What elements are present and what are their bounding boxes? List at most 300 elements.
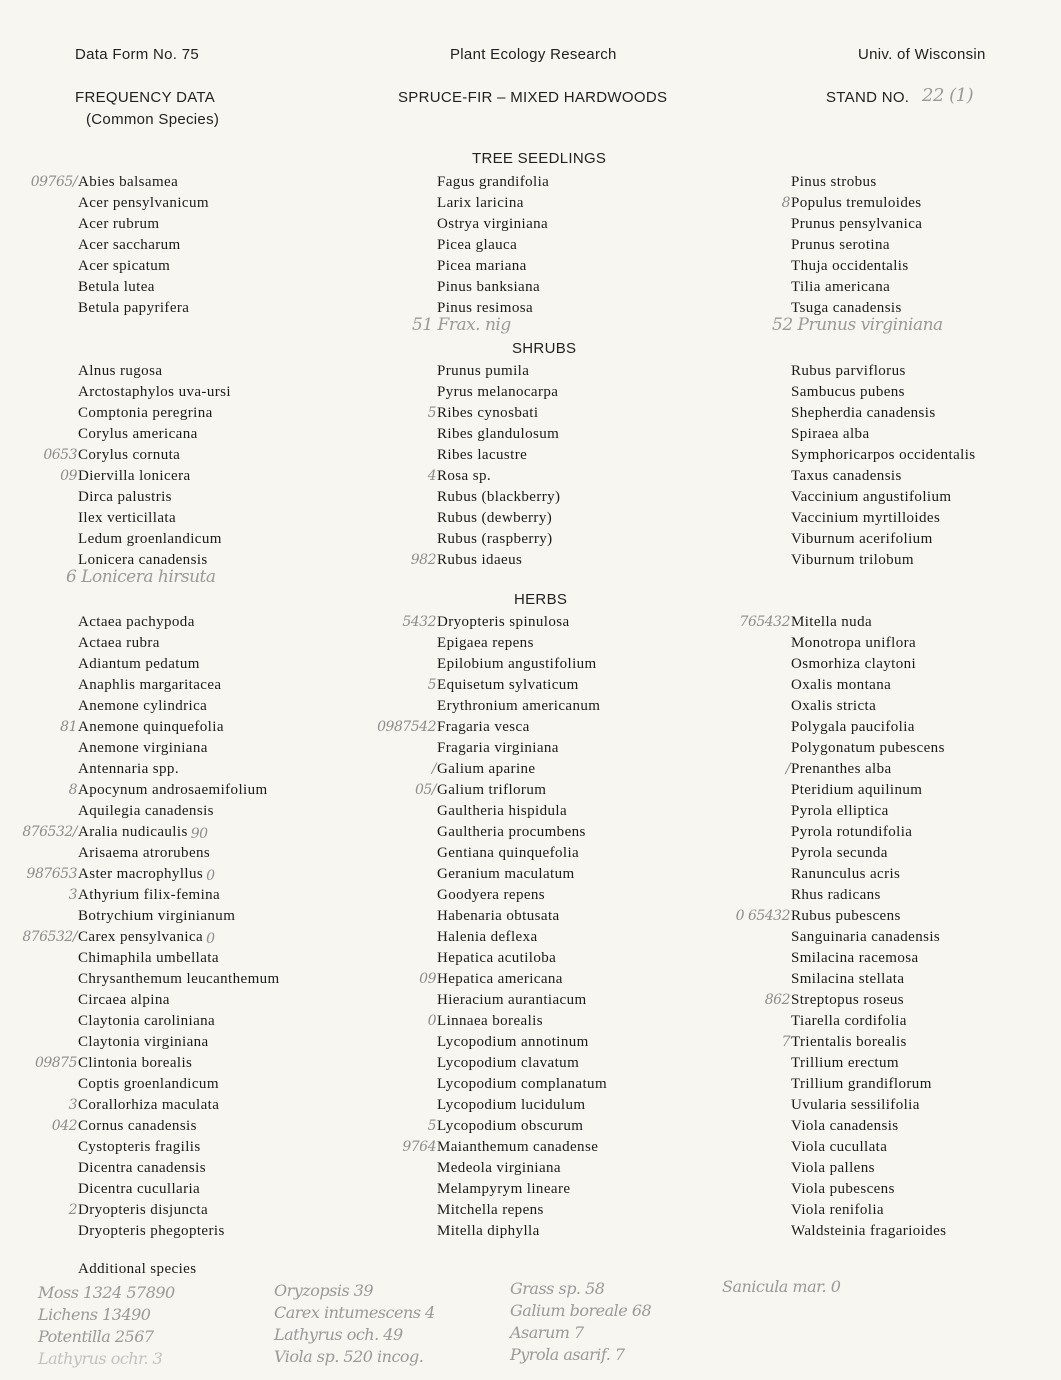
species-list-item <box>78 990 280 1011</box>
handwritten-frequency-mark: 5 <box>427 1118 436 1134</box>
species-list-item <box>437 382 560 403</box>
species-list-item <box>437 256 549 277</box>
species-list-item <box>78 508 231 529</box>
species-list-item <box>791 235 922 256</box>
species-name: Clintonia borealis <box>78 1055 193 1071</box>
species-list-item <box>78 969 280 990</box>
species-name: Mitella nuda <box>791 614 873 630</box>
species-name: Gentiana quinquefolia <box>437 845 580 861</box>
species-list-item <box>735 906 946 927</box>
handwritten-trailing-mark: 0 <box>206 868 215 884</box>
species-list-item <box>78 696 280 717</box>
species-list-item <box>78 1011 280 1032</box>
species-list-item <box>437 1221 607 1242</box>
handwritten-frequency-mark: 3 <box>68 887 77 903</box>
species-list-item <box>68 885 280 906</box>
species-list-item <box>764 990 946 1011</box>
species-name: Acer saccharum <box>78 237 181 253</box>
herbs-column-1 <box>22 612 280 1242</box>
species-list-item <box>26 864 280 885</box>
community-title: SPRUCE-FIR – MIXED HARDWOODS <box>398 89 668 106</box>
species-name: Tsuga canadensis <box>791 300 902 316</box>
species-name: Ribes lacustre <box>437 447 528 463</box>
species-list-item <box>60 466 231 487</box>
tree-seedlings-column-3 <box>781 172 923 319</box>
species-name: Equisetum sylvaticum <box>437 677 579 693</box>
species-list-item <box>427 1116 607 1137</box>
species-name: Erythronium americanum <box>437 698 601 714</box>
handwritten-additional-species: Lichens 13490 <box>38 1305 151 1324</box>
species-list-item <box>791 780 946 801</box>
species-list-item <box>791 256 922 277</box>
handwritten-frequency-mark: 2 <box>68 1202 77 1218</box>
species-name: Ribes cynosbati <box>437 405 539 421</box>
species-name: Goodyera repens <box>437 887 546 903</box>
species-name: Mitchella repens <box>437 1202 544 1218</box>
species-list-item <box>78 1137 280 1158</box>
species-list-item <box>34 1053 280 1074</box>
species-list-item <box>437 172 549 193</box>
species-name: Dryopteris disjuncta <box>78 1202 209 1218</box>
handwritten-frequency-mark: 05/ <box>414 782 436 798</box>
species-list-item <box>791 214 922 235</box>
species-name: Claytonia caroliniana <box>78 1013 216 1029</box>
species-list-item <box>437 906 607 927</box>
handwritten-frequency-mark: 0 65432 <box>735 908 790 924</box>
species-name: Ribes glandulosum <box>437 426 560 442</box>
species-list-item <box>791 1221 946 1242</box>
species-list-item <box>437 1053 607 1074</box>
additional-notes-column-1 <box>38 1282 175 1370</box>
species-name: Thuja occidentalis <box>791 258 909 274</box>
species-list-item <box>791 948 946 969</box>
species-list-item <box>437 864 607 885</box>
species-name: Smilacina stellata <box>791 971 905 987</box>
institution-title: Plant Ecology Research <box>450 46 617 63</box>
species-list-item <box>791 1137 946 1158</box>
species-list-item <box>78 193 209 214</box>
species-name: Galium triflorum <box>437 782 547 798</box>
species-list-item <box>791 864 946 885</box>
species-name: Polygala paucifolia <box>791 719 915 735</box>
species-name: Uvularia sessilifolia <box>791 1097 920 1113</box>
species-name: Spiraea alba <box>791 426 870 442</box>
species-list-item <box>791 1053 946 1074</box>
species-name: Habenaria obtusata <box>437 908 560 924</box>
species-name: Viburnum acerifolium <box>791 531 933 547</box>
species-name: Rosa sp. <box>437 468 492 484</box>
species-list-item <box>437 948 607 969</box>
species-list-item <box>791 969 946 990</box>
species-name: Viburnum trilobum <box>791 552 914 568</box>
handwritten-additional-species: Lathyrus ochr. 3 <box>38 1349 163 1368</box>
handwritten-tree-addition-3: 52 Prunus virginiana <box>772 315 943 335</box>
species-list-item <box>437 529 560 550</box>
species-list-item <box>791 1011 946 1032</box>
species-name: Viola pallens <box>791 1160 875 1176</box>
species-list-item <box>791 696 946 717</box>
species-list-item <box>78 1032 280 1053</box>
species-name: Rubus parviflorus <box>791 363 906 379</box>
species-name: Betula papyrifera <box>78 300 190 316</box>
species-list-item <box>791 1116 946 1137</box>
species-list-item <box>51 1116 280 1137</box>
species-name: Halenia deflexa <box>437 929 538 945</box>
species-list-item <box>791 1200 946 1221</box>
species-name: Epilobium angustifolium <box>437 656 597 672</box>
species-list-item <box>437 487 560 508</box>
species-list-item <box>414 780 607 801</box>
species-name: Ostrya virginiana <box>437 216 549 232</box>
species-name: Prenanthes alba <box>791 761 892 777</box>
species-list-item <box>791 277 922 298</box>
species-list-item <box>377 717 607 738</box>
handwritten-frequency-mark: 5432 <box>402 614 436 630</box>
species-list-item <box>78 1074 280 1095</box>
species-list-item <box>22 822 280 843</box>
species-list-item <box>427 1011 607 1032</box>
species-name: Rhus radicans <box>791 887 881 903</box>
handwritten-additional-species: Moss 1324 57890 <box>38 1283 175 1302</box>
species-name: Rubus idaeus <box>437 552 523 568</box>
species-list-item <box>437 633 607 654</box>
species-name: Antennaria spp. <box>78 761 179 777</box>
species-list-item <box>791 529 976 550</box>
herbs-column-3 <box>735 612 947 1242</box>
species-name: Aralia nudicaulis 90 <box>78 824 188 840</box>
species-list-item <box>791 822 946 843</box>
species-name: Prunus pumila <box>437 363 530 379</box>
handwritten-shrub-addition: 6 Lonicera hirsuta <box>66 567 216 587</box>
handwritten-frequency-mark: 4 <box>427 468 436 484</box>
species-name: Pinus strobus <box>791 174 877 190</box>
handwritten-additional-species: Sanicula mar. 0 <box>722 1277 841 1296</box>
species-list-item <box>78 529 231 550</box>
handwritten-frequency-mark: 987653 <box>26 866 77 882</box>
shrubs-column-3 <box>791 361 976 571</box>
species-name: Oxalis stricta <box>791 698 877 714</box>
species-name: Waldsteinia fragarioides <box>791 1223 947 1239</box>
species-name: Rubus pubescens <box>791 908 901 924</box>
handwritten-frequency-mark: 09875 <box>34 1055 77 1071</box>
species-list-item <box>78 382 231 403</box>
handwritten-frequency-mark: 765432 <box>739 614 790 630</box>
species-list-item <box>791 445 976 466</box>
species-list-item <box>427 466 560 487</box>
species-list-item <box>60 717 280 738</box>
handwritten-frequency-mark: 09765/ <box>30 174 77 190</box>
stand-number-value: 22 (1) <box>922 85 974 106</box>
species-name: Dicentra cucullaria <box>78 1181 201 1197</box>
species-name: Viola renifolia <box>791 1202 884 1218</box>
species-name: Prunus pensylvanica <box>791 216 923 232</box>
handwritten-frequency-mark: 876532/ <box>22 824 77 840</box>
species-list-item <box>78 361 231 382</box>
species-name: Corylus americana <box>78 426 198 442</box>
handwritten-additional-species: Lathyrus och. 49 <box>274 1325 403 1344</box>
species-name: Alnus rugosa <box>78 363 163 379</box>
species-name: Anemone virginiana <box>78 740 208 756</box>
species-name: Vaccinium angustifolium <box>791 489 952 505</box>
species-list-item <box>437 801 607 822</box>
species-name: Tilia americana <box>791 279 891 295</box>
handwritten-frequency-mark: 0653 <box>43 447 77 463</box>
species-name: Circaea alpina <box>78 992 170 1008</box>
species-list-item <box>437 654 607 675</box>
species-name: Abies balsamea <box>78 174 179 190</box>
species-name: Rubus (blackberry) <box>437 489 561 505</box>
species-list-item <box>437 214 549 235</box>
species-name: Pteridium aquilinum <box>791 782 923 798</box>
species-name: Hieracium aurantiacum <box>437 992 587 1008</box>
species-name: Anemone cylindrica <box>78 698 208 714</box>
species-list-item <box>437 1158 607 1179</box>
handwritten-trailing-mark: 0 <box>206 931 215 947</box>
species-list-item <box>437 277 549 298</box>
species-name: Fragaria virginiana <box>437 740 559 756</box>
species-name: Lycopodium clavatum <box>437 1055 580 1071</box>
handwritten-additional-species: Viola sp. 520 incog. <box>274 1347 424 1366</box>
handwritten-frequency-mark: 7 <box>781 1034 790 1050</box>
species-list-item <box>791 361 976 382</box>
species-list-item <box>791 633 946 654</box>
species-list-item <box>431 759 607 780</box>
species-list-item <box>30 172 209 193</box>
species-list-item <box>78 906 280 927</box>
handwritten-frequency-mark: 81 <box>60 719 77 735</box>
species-name: Lonicera canadensis <box>78 552 208 568</box>
species-name: Ilex verticillata <box>78 510 177 526</box>
species-name: Dirca palustris <box>78 489 172 505</box>
species-name: Acer pensylvanicum <box>78 195 209 211</box>
handwritten-frequency-mark: 876532/ <box>22 929 77 945</box>
species-list-item <box>437 193 549 214</box>
species-name: Carex pensylvanica 0 <box>78 929 203 945</box>
species-name: Fragaria vesca <box>437 719 530 735</box>
additional-notes-column-4 <box>722 1276 840 1298</box>
species-name: Betula lutea <box>78 279 155 295</box>
species-name: Medeola virginiana <box>437 1160 561 1176</box>
species-list-item <box>791 927 946 948</box>
handwritten-frequency-mark: 3 <box>68 1097 77 1113</box>
species-list-item <box>78 948 280 969</box>
species-list-item <box>402 612 607 633</box>
species-list-item <box>437 508 560 529</box>
species-list-item <box>437 1095 607 1116</box>
species-list-item <box>410 550 560 571</box>
species-list-item <box>781 193 922 214</box>
species-list-item <box>437 738 607 759</box>
species-name: Lycopodium complanatum <box>437 1076 608 1092</box>
species-name: Diervilla lonicera <box>78 468 191 484</box>
species-list-item <box>791 1158 946 1179</box>
species-name: Viola canadensis <box>791 1118 899 1134</box>
species-list-item <box>78 403 231 424</box>
species-name: Shepherdia canadensis <box>791 405 936 421</box>
species-name: Melampyrym lineare <box>437 1181 571 1197</box>
handwritten-frequency-mark: / <box>785 761 790 777</box>
species-name: Galium aparine <box>437 761 536 777</box>
species-list-item <box>791 382 976 403</box>
species-name: Athyrium filix-femina <box>78 887 221 903</box>
species-list-item <box>437 361 560 382</box>
species-list-item <box>22 927 280 948</box>
species-list-item <box>791 675 946 696</box>
species-name: Pyrus melanocarpa <box>437 384 559 400</box>
species-list-item <box>78 235 209 256</box>
species-name: Pinus resimosa <box>437 300 534 316</box>
species-list-item <box>78 214 209 235</box>
species-name: Monotropa uniflora <box>791 635 917 651</box>
stand-number-label: STAND NO. <box>826 89 910 106</box>
species-name: Pyrola secunda <box>791 845 888 861</box>
handwritten-frequency-mark: 0987542 <box>377 719 436 735</box>
species-list-item <box>78 424 231 445</box>
species-list-item <box>78 843 280 864</box>
handwritten-frequency-mark: 982 <box>410 552 436 568</box>
species-list-item <box>791 403 976 424</box>
species-list-item <box>437 990 607 1011</box>
species-list-item <box>437 235 549 256</box>
handwritten-frequency-mark: 042 <box>51 1118 77 1134</box>
species-list-item <box>78 487 231 508</box>
additional-notes-column-2 <box>274 1280 435 1368</box>
species-name: Pyrola rotundifolia <box>791 824 913 840</box>
species-list-item <box>791 424 976 445</box>
species-list-item <box>791 1074 946 1095</box>
species-name: Larix laricina <box>437 195 524 211</box>
species-name: Viola cucullata <box>791 1139 888 1155</box>
species-list-item <box>437 424 560 445</box>
species-name: Smilacina racemosa <box>791 950 919 966</box>
species-list-item <box>437 843 607 864</box>
species-name: Trientalis borealis <box>791 1034 907 1050</box>
handwritten-frequency-mark: 0 <box>427 1013 436 1029</box>
species-name: Dicentra canadensis <box>78 1160 206 1176</box>
species-list-item <box>437 822 607 843</box>
species-list-item <box>791 487 976 508</box>
species-name: Maianthemum canadense <box>437 1139 599 1155</box>
species-name: Symphoricarpos occidentalis <box>791 447 976 463</box>
species-name: Cystopteris fragilis <box>78 1139 201 1155</box>
species-name: Vaccinium myrtilloides <box>791 510 941 526</box>
species-list-item <box>791 717 946 738</box>
species-list-item <box>791 550 976 571</box>
species-name: Adiantum pedatum <box>78 656 200 672</box>
species-list-item <box>427 675 607 696</box>
species-name: Pinus banksiana <box>437 279 541 295</box>
species-name: Coptis groenlandicum <box>78 1076 219 1092</box>
species-list-item <box>437 1074 607 1095</box>
species-list-item <box>791 885 946 906</box>
species-list-item <box>437 885 607 906</box>
species-list-item <box>791 172 922 193</box>
tree-seedlings-column-1 <box>30 172 209 319</box>
species-name: Trillium erectum <box>791 1055 899 1071</box>
species-name: Gaultheria procumbens <box>437 824 586 840</box>
species-name: Rubus (dewberry) <box>437 510 553 526</box>
species-list-item <box>78 801 280 822</box>
handwritten-additional-species: Pyrola asarif. 7 <box>510 1345 625 1364</box>
species-list-item <box>419 969 607 990</box>
herbs-column-2 <box>377 612 608 1242</box>
species-name: Picea mariana <box>437 258 527 274</box>
species-name: Dryopteris phegopteris <box>78 1223 225 1239</box>
species-list-item <box>739 612 946 633</box>
species-list-item <box>437 927 607 948</box>
species-name: Ranunculus acris <box>791 866 901 882</box>
species-name: Geranium maculatum <box>437 866 575 882</box>
additional-notes-column-3 <box>510 1278 651 1366</box>
species-list-item <box>68 1095 280 1116</box>
species-name: Pyrola elliptica <box>791 803 889 819</box>
species-name: Corylus cornuta <box>78 447 181 463</box>
shrubs-column-2 <box>410 361 561 571</box>
handwritten-frequency-mark: 8 <box>68 782 77 798</box>
species-list-item <box>78 256 209 277</box>
handwritten-frequency-mark: 9764 <box>402 1139 436 1155</box>
species-name: Botrychium virginianum <box>78 908 236 924</box>
handwritten-additional-species: Potentilla 2567 <box>38 1327 154 1346</box>
university-name: Univ. of Wisconsin <box>858 46 986 63</box>
species-list-item <box>78 1158 280 1179</box>
handwritten-additional-species: Carex intumescens 4 <box>274 1303 435 1322</box>
species-name: Aster macrophyllus 0 <box>78 866 203 882</box>
species-list-item <box>78 612 280 633</box>
species-name: Hepatica acutiloba <box>437 950 557 966</box>
species-name: Tiarella cordifolia <box>791 1013 907 1029</box>
tree-seedlings-title: TREE SEEDLINGS <box>472 150 607 167</box>
additional-species-label: Additional species <box>78 1261 197 1277</box>
handwritten-additional-species: Oryzopsis 39 <box>274 1281 374 1300</box>
species-name: Prunus serotina <box>791 237 890 253</box>
species-name: Arctostaphylos uva-ursi <box>78 384 231 400</box>
species-name: Viola pubescens <box>791 1181 895 1197</box>
species-name: Aquilegia canadensis <box>78 803 214 819</box>
species-name: Sanguinaria canadensis <box>791 929 941 945</box>
species-name: Acer spicatum <box>78 258 171 274</box>
handwritten-frequency-mark: 09 <box>419 971 436 987</box>
tree-seedlings-column-2 <box>437 172 549 319</box>
handwritten-frequency-mark: 5 <box>427 677 436 693</box>
species-list-item <box>785 759 946 780</box>
species-list-item <box>781 1032 946 1053</box>
species-list-item <box>78 1179 280 1200</box>
species-name: Ledum groenlandicum <box>78 531 222 547</box>
species-name: Lycopodium obscurum <box>437 1118 584 1134</box>
species-list-item <box>437 1200 607 1221</box>
species-list-item <box>791 466 976 487</box>
species-name: Epigaea repens <box>437 635 534 651</box>
species-list-item <box>78 654 280 675</box>
species-list-item <box>437 1032 607 1053</box>
species-list-item <box>78 738 280 759</box>
common-species-subtitle: (Common Species) <box>86 111 220 128</box>
handwritten-tree-addition-2: 51 Frax. nig <box>412 315 511 335</box>
species-name: Gaultheria hispidula <box>437 803 568 819</box>
species-name: Mitella diphylla <box>437 1223 540 1239</box>
species-list-item <box>78 633 280 654</box>
species-name: Linnaea borealis <box>437 1013 543 1029</box>
species-name: Trillium grandiflorum <box>791 1076 932 1092</box>
species-name: Lycopodium lucidulum <box>437 1097 586 1113</box>
species-list-item <box>78 1221 280 1242</box>
species-list-item <box>437 696 607 717</box>
shrubs-column-1 <box>43 361 231 571</box>
handwritten-additional-species: Grass sp. 58 <box>510 1279 605 1298</box>
species-name: Anemone quinquefolia <box>78 719 224 735</box>
species-list-item <box>43 445 231 466</box>
